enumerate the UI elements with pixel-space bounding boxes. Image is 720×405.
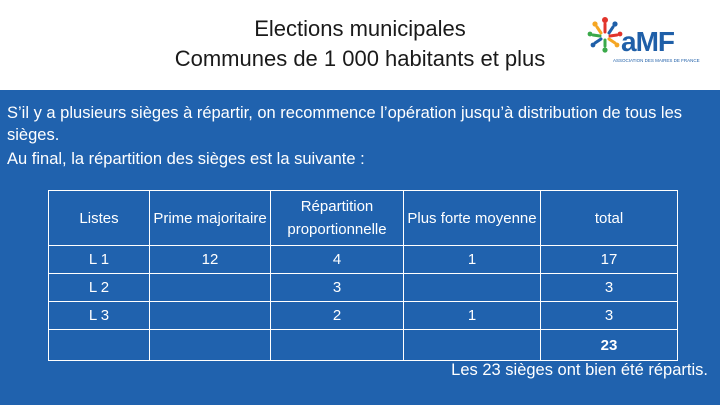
header-listes: Listes — [49, 191, 150, 246]
cell-repartition: 3 — [271, 274, 404, 302]
intro-paragraph-2: Au final, la répartition des sièges est la suivante : — [7, 150, 365, 168]
cell-plus-forte: 1 — [404, 246, 541, 274]
amf-figures-logo-icon — [585, 14, 625, 58]
header-prime: Prime majoritaire — [150, 191, 271, 246]
cell-total: 17 — [541, 246, 678, 274]
cell-total: 3 — [541, 302, 678, 330]
title-line-2: Communes de 1 000 habitants et plus — [174, 46, 546, 71]
cell-liste: L 2 — [49, 274, 150, 302]
cell-empty — [404, 330, 541, 361]
slide-header — [0, 0, 720, 90]
intro-paragraph-1: S’il y a plusieurs sièges à répartir, on recommence l’opération jusqu’à distribution de tous les sièges. — [7, 104, 683, 144]
amf-logo — [585, 12, 710, 72]
cell-empty — [49, 330, 150, 361]
slide-title — [100, 14, 620, 74]
grand-total-cell: 23 — [541, 330, 678, 361]
table-row — [49, 246, 678, 274]
cell-prime — [150, 274, 271, 302]
header-total: total — [541, 191, 678, 246]
seat-distribution-table — [48, 190, 678, 361]
cell-plus-forte — [404, 274, 541, 302]
header-plus-forte: Plus forte moyenne — [404, 191, 541, 246]
cell-empty — [271, 330, 404, 361]
cell-liste: L 3 — [49, 302, 150, 330]
cell-prime — [150, 302, 271, 330]
logo-wordmark: aMF — [621, 26, 674, 57]
cell-liste: L 1 — [49, 246, 150, 274]
cell-plus-forte: 1 — [404, 302, 541, 330]
table-row — [49, 302, 678, 330]
footer-note: Les 23 sièges ont bien été répartis. — [451, 361, 708, 379]
table-row — [49, 274, 678, 302]
header-repartition: Répartition proportionnelle — [271, 191, 404, 246]
cell-empty — [150, 330, 271, 361]
title-line-1: Elections municipales — [254, 16, 466, 41]
table-total-row — [49, 330, 678, 361]
cell-repartition: 4 — [271, 246, 404, 274]
cell-prime: 12 — [150, 246, 271, 274]
table-header-row — [49, 191, 678, 246]
cell-total: 3 — [541, 274, 678, 302]
intro-text — [7, 102, 707, 172]
cell-repartition: 2 — [271, 302, 404, 330]
logo-subtitle: ASSOCIATION DES MAIRES DE FRANCE — [613, 58, 700, 63]
